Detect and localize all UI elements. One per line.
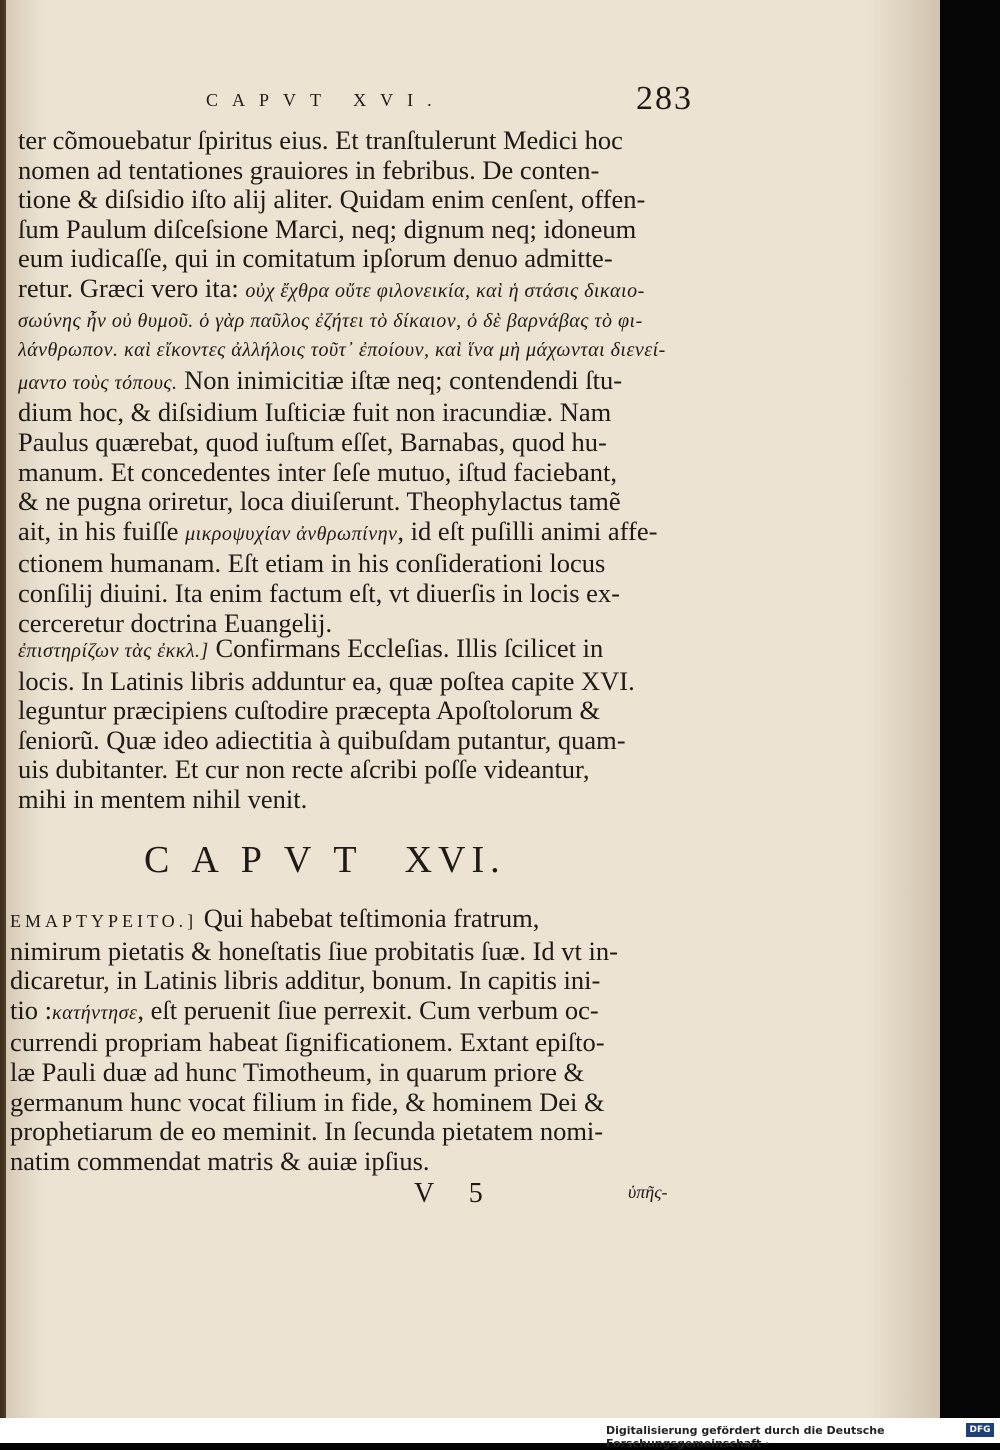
greek-word: κατήντησε (51, 1001, 138, 1024)
text-line: uis dubitanter. Et cur non recte aſcribi poſſe videantur, (18, 755, 590, 785)
paragraph-2 (6, 634, 718, 815)
paragraph-1 (6, 126, 718, 638)
text-line: conſilij diuini. Ita enim factum eſt, vt diuerſis in locis ex- (18, 578, 621, 608)
chapter-word: CAPVT (144, 839, 379, 881)
text-line-part: , eſt peruenit ſiue perrexit. Cum verbum oc- (137, 995, 599, 1025)
funding-notice: Digitalisierung gefördert durch die Deutsche Forschungsgemeinschaft · (606, 1424, 885, 1450)
text-line-part: ait, in his fuiſſe (18, 516, 179, 546)
catchword: ὑπῆς- (628, 1182, 668, 1202)
text-line-part: tio : (10, 995, 52, 1025)
scan-background (940, 0, 1000, 1418)
text-line: prophetiarum de eo meminit. In ſecunda pietatem nomi- (10, 1117, 604, 1147)
text-line: læ Pauli duæ ad hunc Timotheum, in quarum priore & (10, 1057, 585, 1087)
text-line: ſum Paulum diſceſsione Marci, neq; dignum neq; idoneum (18, 214, 637, 244)
running-head (206, 80, 706, 120)
dfg-logo: DFG (966, 1423, 994, 1437)
text-line: tione & diſsidio iſto alij aliter. Quidam enim cenſent, offen- (18, 185, 646, 215)
text-line-with-greek (18, 366, 718, 399)
text-line: dicaretur, in Latinis libris additur, bonum. In capitis ini- (10, 966, 601, 996)
page-number: 283 (636, 80, 693, 117)
chapter-heading (144, 838, 506, 882)
greek-line: σωύνης ἦν οὐ θυμοῦ. ὁ γὰρ παῦλος ἐζήτει τὸ δίκαιον, ὁ δὲ βαρνάβας τὸ φι- (18, 309, 643, 332)
text-line-part: Confirmans Eccleſias. Illis ſcilicet in (215, 634, 604, 663)
greek-lemma: ΕΜΑΡΤΥΡΕΙΤΟ.] (10, 911, 198, 931)
text-line: Paulus quærebat, quod iuſtum eſſet, Barnabas, quod hu- (18, 427, 607, 457)
text-line: ter cõmouebatur ſpiritus eius. Et tranſtulerunt Medici hoc (18, 126, 623, 155)
text-line-part: Non inimicitiæ iſtæ neq; contendendi ſtu- (184, 365, 623, 395)
text-line: mihi in mentem nihil venit. (18, 784, 308, 814)
text-line-part: , id eſt puſilli animi affe- (397, 516, 658, 546)
text-line: leguntur præcipiens cuſtodire præcepta Apoſtolorum & (18, 696, 601, 726)
text-line: natim commendat matris & auiæ ipſius. (10, 1146, 430, 1176)
text-line: currendi propriam habeat ſignificationem. Extant epiſto- (10, 1028, 605, 1058)
text-line: & ne pugna oriretur, loca diuiſerunt. Theophylactus tamẽ (18, 487, 621, 517)
greek-quote: οὐχ ἔχθρα οὔτε φιλονεικία, καὶ ἡ στάσις δικαιο- (245, 279, 645, 302)
text-line: dium hoc, & diſsidium Iuſticiæ fuit non iracundiæ. Nam (18, 398, 612, 428)
paragraph-3 (6, 904, 710, 1176)
signature-mark: V 5 (414, 1178, 497, 1209)
greek-lemma: ἐπιστηρίζων τὰς ἐκκλ.] (18, 640, 209, 662)
text-line-with-lemma (10, 904, 710, 937)
text-line: nomen ad tentationes grauiores in febribus. De conten- (18, 155, 600, 185)
text-line: cerceretur doctrina Euangelij. (18, 608, 333, 638)
text-line-part: retur. Græci vero ita: (18, 273, 239, 303)
greek-quote: μικροψυχίαν ἀνθρωπίνην (185, 522, 398, 545)
text-line: eum iudicaſſe, qui in comitatum ipſorum denuo admitte- (18, 244, 613, 274)
text-line-with-greek (18, 274, 718, 307)
book-page (6, 0, 940, 1418)
text-line-part: Qui habebat teſtimonia fratrum, (203, 904, 540, 933)
text-line-with-greek (10, 996, 710, 1029)
text-line-with-lemma (18, 634, 718, 667)
greek-quote: μαντο τοὺς τόπους. (18, 371, 178, 394)
text-line: manum. Et concedentes inter ſeſe mutuo, iſtud faciebant, (18, 457, 617, 487)
chapter-number: XVI. (404, 839, 506, 881)
text-line-with-greek (18, 517, 718, 550)
text-line: locis. In Latinis libris adduntur ea, quæ poſtea capite XVI. (18, 666, 635, 696)
text-line: ctionem humanam. Eſt etiam in his conſiderationi locus (18, 549, 606, 579)
text-line: nimirum pietatis & honeſtatis ſiue probitatis ſuæ. Id vt in- (10, 936, 618, 966)
greek-line: λάνθρωπον. καὶ εἴκοντες ἀλλήλοις τοῦτ᾽ ἐποίουν, καὶ ἵνα μὴ μάχωνται διενεί- (18, 339, 666, 362)
running-title: CAPVT XVI. (206, 90, 446, 110)
text-line: ſeniorũ. Quæ ideo adiectitia à quibuſdam putantur, quam- (18, 725, 626, 755)
text-line: germanum hunc vocat filium in fide, & hominem Dei & (10, 1087, 605, 1117)
footer-bar (0, 1418, 1000, 1450)
